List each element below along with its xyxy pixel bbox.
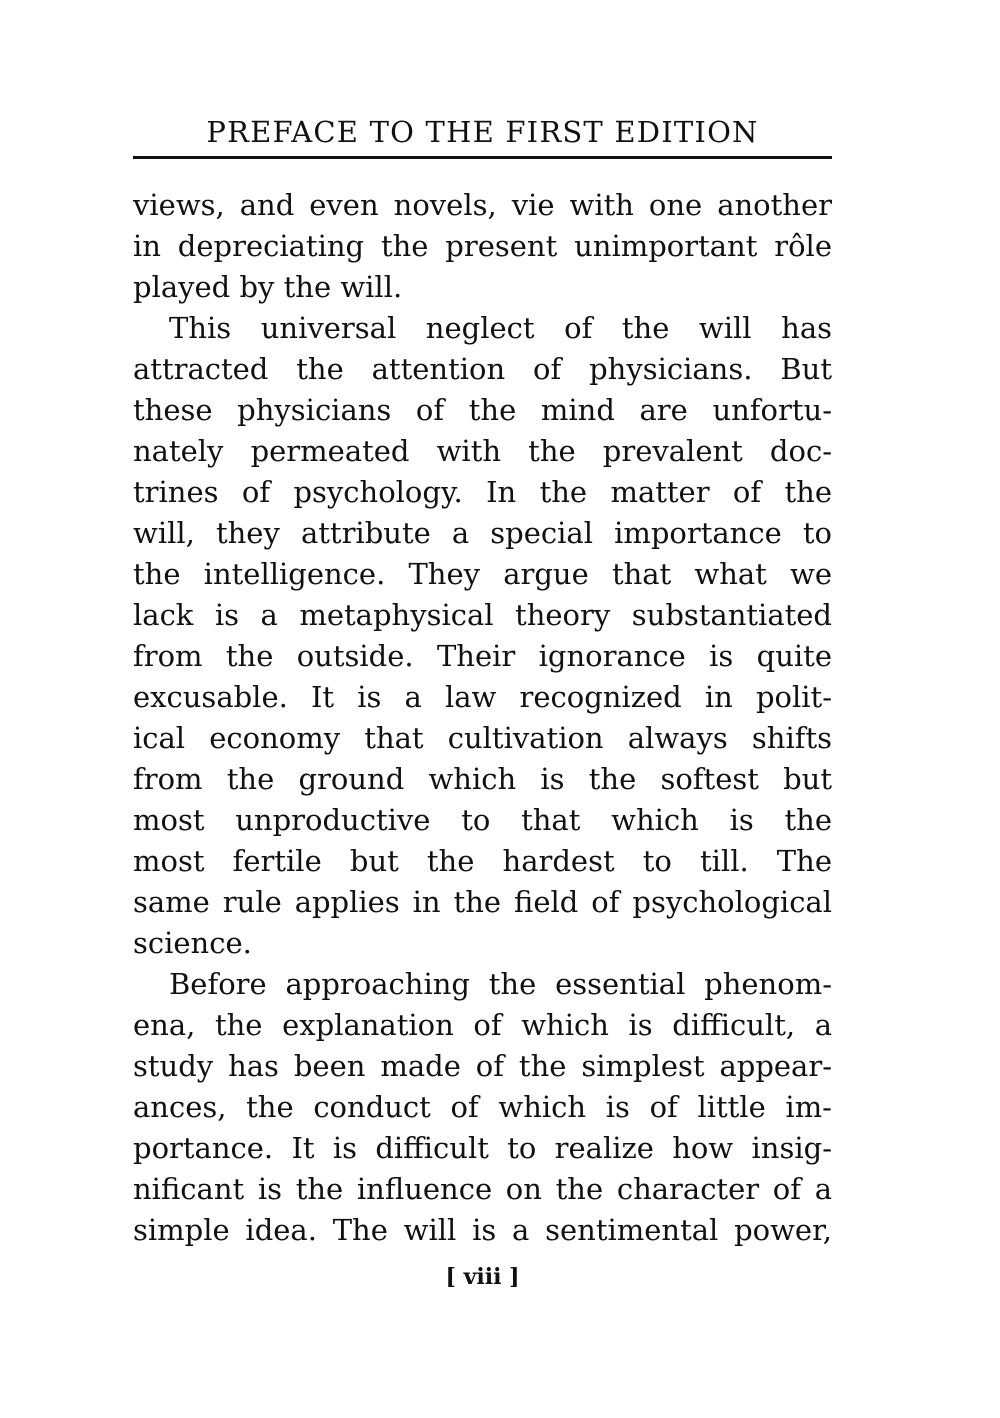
text-line: the intelligence. They argue that what we — [133, 557, 832, 591]
text-line: played by the will. — [133, 270, 403, 304]
body-text — [133, 185, 832, 1251]
text-line: nately permeated with the prevalent doc- — [133, 434, 832, 468]
text-line: same rule applies in the field of psychological — [133, 885, 832, 919]
text-line: from the ground which is the softest but — [133, 762, 832, 796]
text-line: study has been made of the simplest appear- — [133, 1049, 832, 1083]
text-line: ances, the conduct of which is of little im- — [133, 1090, 832, 1124]
text-line: these physicians of the mind are unfortu- — [133, 393, 832, 427]
running-head: PREFACE TO THE FIRST EDITION — [206, 115, 759, 149]
text-line: most fertile but the hardest to till. The — [133, 844, 832, 878]
text-line: lack is a metaphysical theory substantiated — [133, 598, 832, 632]
text-line: excusable. It is a law recognized in polit- — [133, 680, 832, 714]
text-line: simple idea. The will is a sentimental power, — [133, 1213, 832, 1247]
text-line: attracted the attention of physicians. But — [133, 352, 832, 386]
text-line: from the outside. Their ignorance is quite — [133, 639, 832, 673]
text-line: will, they attribute a special importance to — [133, 516, 832, 550]
text-line: This universal neglect of the will has — [169, 311, 832, 345]
text-line: portance. It is difficult to realize how insig- — [133, 1131, 832, 1165]
text-line: most unproductive to that which is the — [133, 803, 832, 837]
text-line: views, and even novels, vie with one another — [133, 188, 832, 222]
text-line: trines of psychology. In the matter of the — [133, 475, 832, 509]
text-line: ena, the explanation of which is difficult, a — [133, 1008, 832, 1042]
header-rule — [133, 156, 832, 159]
text-line: ical economy that cultivation always shifts — [133, 721, 832, 755]
text-line: Before approaching the essential phenom- — [169, 967, 832, 1001]
text-line: science. — [133, 926, 252, 960]
text-line: nificant is the influence on the character of a — [133, 1172, 832, 1206]
page-number: [ viii ] — [445, 1264, 520, 1290]
text-line: in depreciating the present unimportant rôle — [133, 229, 832, 263]
